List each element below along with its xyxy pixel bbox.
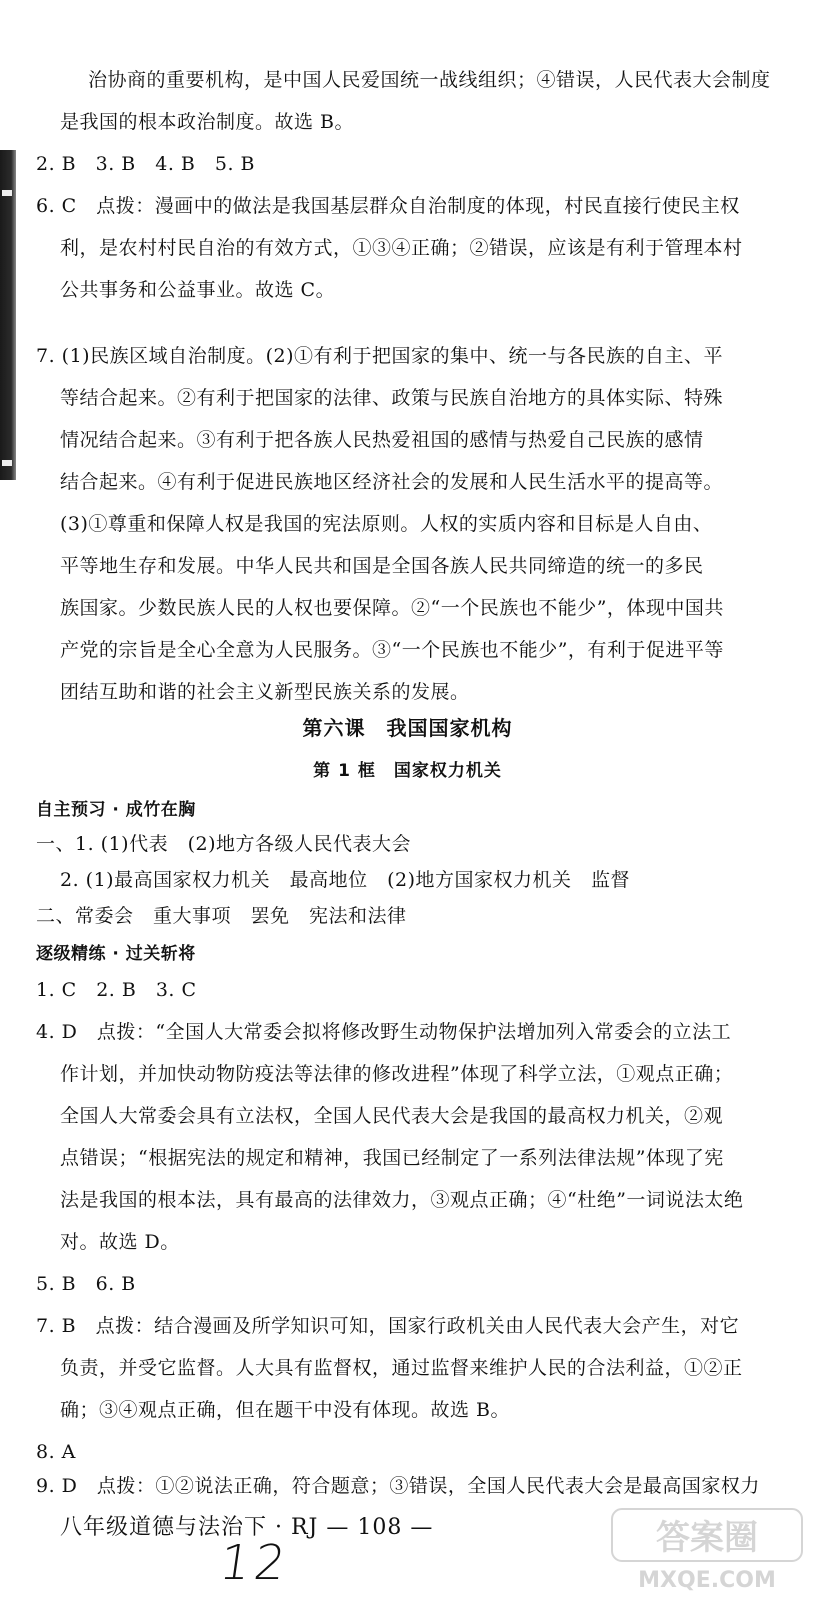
text-line: 点错误；“根据宪法的规定和精神，我国已经制定了一系列法律法规”体现了宪	[60, 1147, 724, 1169]
text-line: 法是我国的根本法，具有最高的法律效力，③观点正确；④“杜绝”一词说法太绝	[60, 1189, 744, 1211]
text-line: 负责，并受它监督。人大具有监督权，通过监督来维护人民的合法利益，①②正	[60, 1357, 743, 1379]
binding-mark	[2, 460, 12, 466]
watermark-logo	[610, 1505, 805, 1595]
watermark-url: MXQE.COM	[638, 1568, 776, 1593]
text-line: 作计划，并加快动物防疫法等法律的修改进程”体现了科学立法，①观点正确；	[60, 1063, 734, 1085]
text-line: 全国人大常委会具有立法权，全国人民代表大会是我国的最高权力机关，②观	[60, 1105, 724, 1127]
text-line: 等结合起来。②有利于把国家的法律、政策与民族自治地方的具体实际、特殊	[60, 387, 724, 409]
answer-line: 5. B 6. B	[36, 1273, 136, 1295]
section-title: 自主预习 · 成竹在胸	[36, 800, 196, 820]
text-line: 治协商的重要机构，是中国人民爱国统一战线组织；④错误，人民代表大会制度	[88, 69, 771, 91]
text-line: 族国家。少数民族人民的人权也要保障。②“一个民族也不能少”，体现中国共	[60, 597, 724, 619]
text-line: 结合起来。④有利于促进民族地区经济社会的发展和人民生活水平的提高等。	[60, 471, 724, 493]
text-line: 团结互助和谐的社会主义新型民族关系的发展。	[60, 681, 470, 703]
text-line: 利，是农村村民自治的有效方式，①③④正确；②错误，应该是有利于管理本村	[60, 237, 743, 259]
answer-line: 1. C 2. B 3. C	[36, 979, 197, 1001]
answer-line: 9. D 点拨：①②说法正确，符合题意；③错误，全国人民代表大会是最高国家权力	[36, 1475, 760, 1497]
page-binding-edge	[0, 150, 16, 480]
section-title: 逐级精练 · 过关斩将	[36, 944, 196, 964]
text-line: 确；③④观点正确，但在题干中没有体现。故选 B。	[60, 1399, 511, 1421]
frame-title: 第 1 框 国家权力机关	[313, 761, 502, 781]
answer-line: 2. B 3. B 4. B 5. B	[36, 153, 256, 175]
text-line: 对。故选 D。	[60, 1231, 180, 1253]
text-line: 产党的宗旨是全心全意为人民服务。③“一个民族也不能少”，有利于促进平等	[60, 639, 724, 661]
answer-line: 4. D 点拨：“全国人大常委会拟将修改野生动物保护法增加列入常委会的立法工	[36, 1021, 732, 1043]
answer-line: 8. A	[36, 1441, 76, 1463]
watermark-text: 答案圈	[656, 1518, 758, 1558]
page-footer: 八年级道德与法治下 · RJ — 108 —	[60, 1515, 434, 1540]
text-line: (3)①尊重和保障人权是我国的宪法原则。人权的实质内容和目标是人自由、	[60, 513, 713, 535]
answer-line: 2. (1)最高国家权力机关 最高地位 (2)地方国家权力机关 监督	[60, 869, 630, 891]
handwritten-page-number: 12	[216, 1535, 294, 1591]
binding-mark	[2, 190, 12, 196]
answer-line: 6. C 点拨：漫画中的做法是我国基层群众自治制度的体现，村民直接行使民主权	[36, 195, 740, 217]
text-line: 平等地生存和发展。中华人民共和国是全国各族人民共同缔造的统一的多民	[60, 555, 704, 577]
answer-line: 二、常委会 重大事项 罢免 宪法和法律	[36, 905, 407, 927]
answer-line: 一、1. (1)代表 (2)地方各级人民代表大会	[36, 833, 411, 855]
text-line: 是我国的根本政治制度。故选 B。	[60, 111, 355, 133]
answer-line: 7. (1)民族区域自治制度。(2)①有利于把国家的集中、统一与各民族的自主、平	[36, 345, 723, 367]
answer-line: 7. B 点拨：结合漫画及所学知识可知，国家行政机关由人民代表大会产生，对它	[36, 1315, 740, 1337]
text-line: 公共事务和公益事业。故选 C。	[60, 279, 336, 301]
lesson-title: 第六课 我国国家机构	[302, 716, 513, 740]
text-line: 情况结合起来。③有利于把各族人民热爱祖国的感情与热爱自己民族的感情	[60, 429, 704, 451]
